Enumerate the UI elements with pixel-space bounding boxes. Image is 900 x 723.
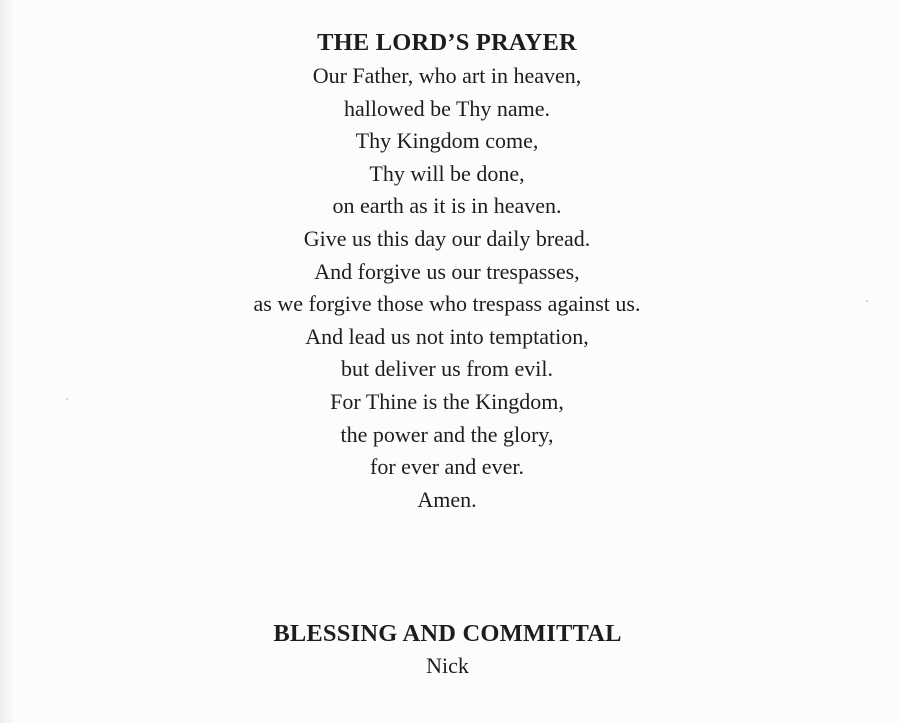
prayer-line: as we forgive those who trespass against us. <box>253 291 641 317</box>
blessing-and-committal-section <box>0 617 900 681</box>
prayer-line: for ever and ever. <box>370 454 524 480</box>
lords-prayer-section <box>0 26 900 516</box>
prayer-line: Thy Kingdom come, <box>355 128 539 154</box>
prayer-line: And forgive us our trespasses, <box>314 258 580 284</box>
prayer-line: Our Father, who art in heaven, <box>312 63 582 88</box>
prayer-line: Give us this day our daily bread. <box>303 225 591 251</box>
blessing-speaker: Nick <box>426 653 469 678</box>
prayer-line: Amen. <box>417 486 477 512</box>
prayer-line: For Thine is the Kingdom, <box>330 388 564 414</box>
prayer-line: on earth as it is in heaven. <box>332 193 562 219</box>
prayer-line: hallowed be Thy name. <box>343 95 551 121</box>
prayer-line: but deliver us from evil. <box>340 356 553 382</box>
paper-speck <box>66 398 68 400</box>
prayer-line: the power and the glory, <box>340 421 554 447</box>
lords-prayer-title: THE LORD’S PRAYER <box>317 29 577 56</box>
blessing-title: BLESSING AND COMMITTAL <box>273 620 622 647</box>
prayer-line: And lead us not into temptation, <box>305 323 589 349</box>
prayer-line: Thy will be done, <box>369 160 525 186</box>
paper-speck <box>866 300 868 302</box>
